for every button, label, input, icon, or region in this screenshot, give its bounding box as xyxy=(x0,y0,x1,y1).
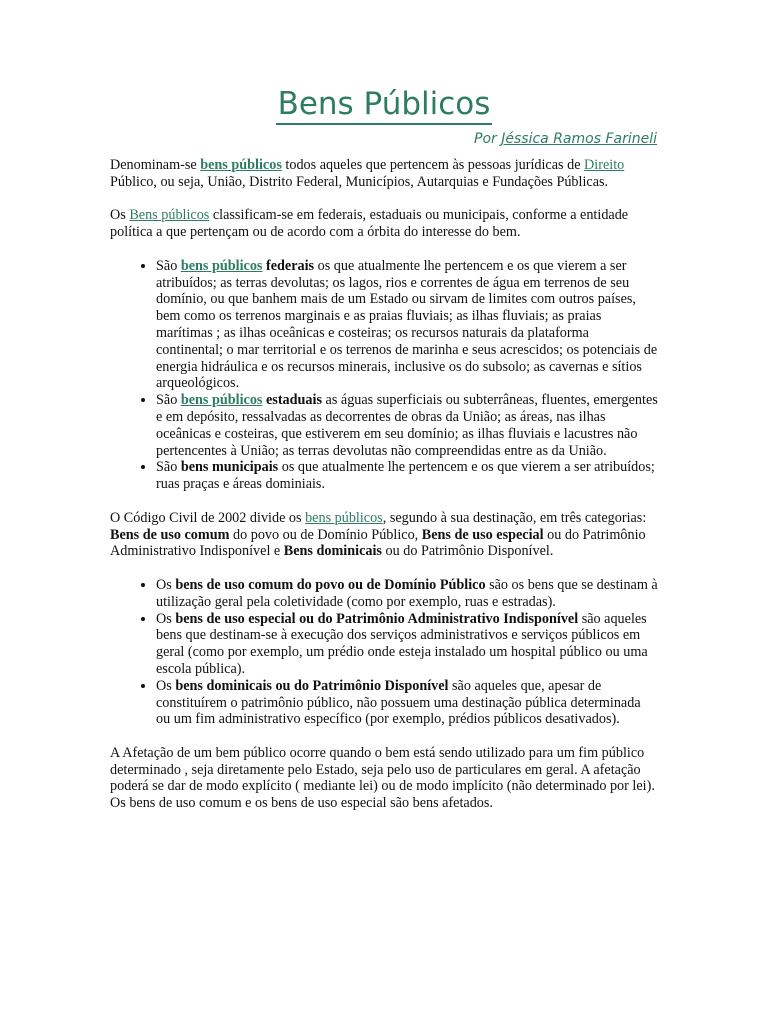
paragraph-classification xyxy=(110,207,658,241)
list-item-dominicais xyxy=(156,678,658,728)
text: os que atualmente lhe pertencem e os que vierem a ser atribuídos; as terras devolutas; os lagos, rios e correntes de água em terrenos de seu domínio, ou que banhem mais de um Estado ou sirvam de limites com outros países, bem como os terrenos marginais e as praias fluviais; as ilhas fluviais; as praias marítimas ; as ilhas oceânicas e costeiras; os recursos naturais da plataforma continental; o mar territorial e os terrenos de marinha e seus acrescidos; os potenciais de energia hidráulica e os recursos minerais, inclusive os do subsolo; as cavernas e sítios arqueológicos. xyxy=(156,257,658,392)
bold-text: estaduais xyxy=(262,392,322,409)
text: São xyxy=(156,392,181,409)
text: Os xyxy=(110,207,130,224)
title-text: Bens Públicos xyxy=(276,86,493,125)
text: classificam-se em federais, estaduais ou municipais, conforme a entidade política a que pertençam ou de acordo com a órbita do interesse do bem. xyxy=(110,207,629,241)
bold-text: bens municipais xyxy=(180,459,279,476)
byline-prefix: Por xyxy=(474,131,497,147)
paragraph-afetacao: A Afetação de um bem público ocorre quando o bem está sendo utilizado para um fim público determinado , seja diretamente pelo Estado, seja pelo uso de particulares em geral. A afetação poderá se dar de modo explícito ( mediante lei) ou de modo implícito (não determinado por lei). Os bens de uso comum e os bens de uso especial são bens afetados. xyxy=(110,744,655,812)
bold-text: Bens de uso comum xyxy=(110,526,230,543)
list-item-municipais xyxy=(156,459,658,493)
text: ou do Patrimônio Disponível. xyxy=(381,543,554,560)
text: do povo ou de Domínio Público, xyxy=(229,526,422,543)
bold-text: bens de uso comum do povo ou de Domínio Público xyxy=(175,576,486,593)
bens-publicos-link[interactable]: bens públicos xyxy=(305,509,383,526)
bold-text: Bens de uso especial xyxy=(421,526,544,543)
text: Os xyxy=(156,610,176,627)
list-bens-por-esfera xyxy=(110,258,658,493)
text: Os xyxy=(156,576,176,593)
list-categorias xyxy=(110,577,658,728)
bold-text: bens de uso especial ou do Patrimônio Administrativo Indisponível xyxy=(175,610,579,627)
text: as águas superficiais ou subterrâneas, fluentes, emergentes e em depósito, ressalvadas as decorrentes de obras da União; as áreas, nas ilhas oceânicas e costeiras, que estiverem em seu domínio; as ilhas fluviais e lacustres não pertencentes à União; as terras devolutas não compreendidas entre as da União. xyxy=(156,392,658,459)
text: Público, ou seja, União, Distrito Federal, Municípios, Autarquias e Fundações Públicas. xyxy=(110,173,609,190)
bold-text: federais xyxy=(262,257,315,274)
bens-publicos-link[interactable]: Bens públicos xyxy=(129,207,210,224)
text: O Código Civil de 2002 divide os xyxy=(110,509,306,526)
list-item-federais xyxy=(156,258,658,392)
text: são os bens que se destinam à utilização geral pela coletividade (como por exemplo, ruas e estradas). xyxy=(156,576,658,610)
byline xyxy=(474,131,657,147)
bens-publicos-link[interactable]: bens públicos xyxy=(180,392,263,409)
paragraph-codigo-civil xyxy=(110,510,658,560)
list-item-estaduais xyxy=(156,392,658,459)
author-link[interactable]: Jéssica Ramos Farineli xyxy=(501,131,657,147)
text: são aqueles que, apesar de constituírem o patrimônio público, não possuem uma destinação pública determinada ou um fim administrativo específico (por exemplo, prédios públicos desativados). xyxy=(156,677,641,728)
list-item-uso-comum xyxy=(156,577,658,611)
text: ou do Patrimônio Administrativo Indisponível e xyxy=(110,526,646,560)
bens-publicos-link[interactable]: bens públicos xyxy=(200,157,282,173)
list-item-uso-especial xyxy=(156,611,658,678)
article-body xyxy=(110,157,658,812)
paragraph-intro xyxy=(110,157,658,191)
bold-text: bens dominicais ou do Patrimônio Disponível xyxy=(175,677,449,694)
text: São xyxy=(156,459,181,476)
page-title xyxy=(0,86,768,122)
bold-text: Bens dominicais xyxy=(283,543,382,560)
bens-publicos-link[interactable]: bens públicos xyxy=(180,257,263,274)
text: Os xyxy=(156,677,176,694)
text: todos aqueles que pertencem às pessoas jurídicas de xyxy=(281,157,585,173)
text: São xyxy=(156,257,181,274)
text: , segundo à sua destinação, em três categorias: xyxy=(382,509,647,526)
text: são aqueles bens que destinam-se à execução dos serviços administrativos e serviços públicos em geral (como por exemplo, um prédio onde esteja instalado um hospital público ou uma escola pública). xyxy=(156,610,648,677)
text: os que atualmente lhe pertencem e os que vierem a ser atribuídos; ruas praças e áreas dominiais. xyxy=(156,459,655,493)
direito-link[interactable]: Direito xyxy=(584,157,625,173)
text: Denominam-se xyxy=(110,157,201,173)
